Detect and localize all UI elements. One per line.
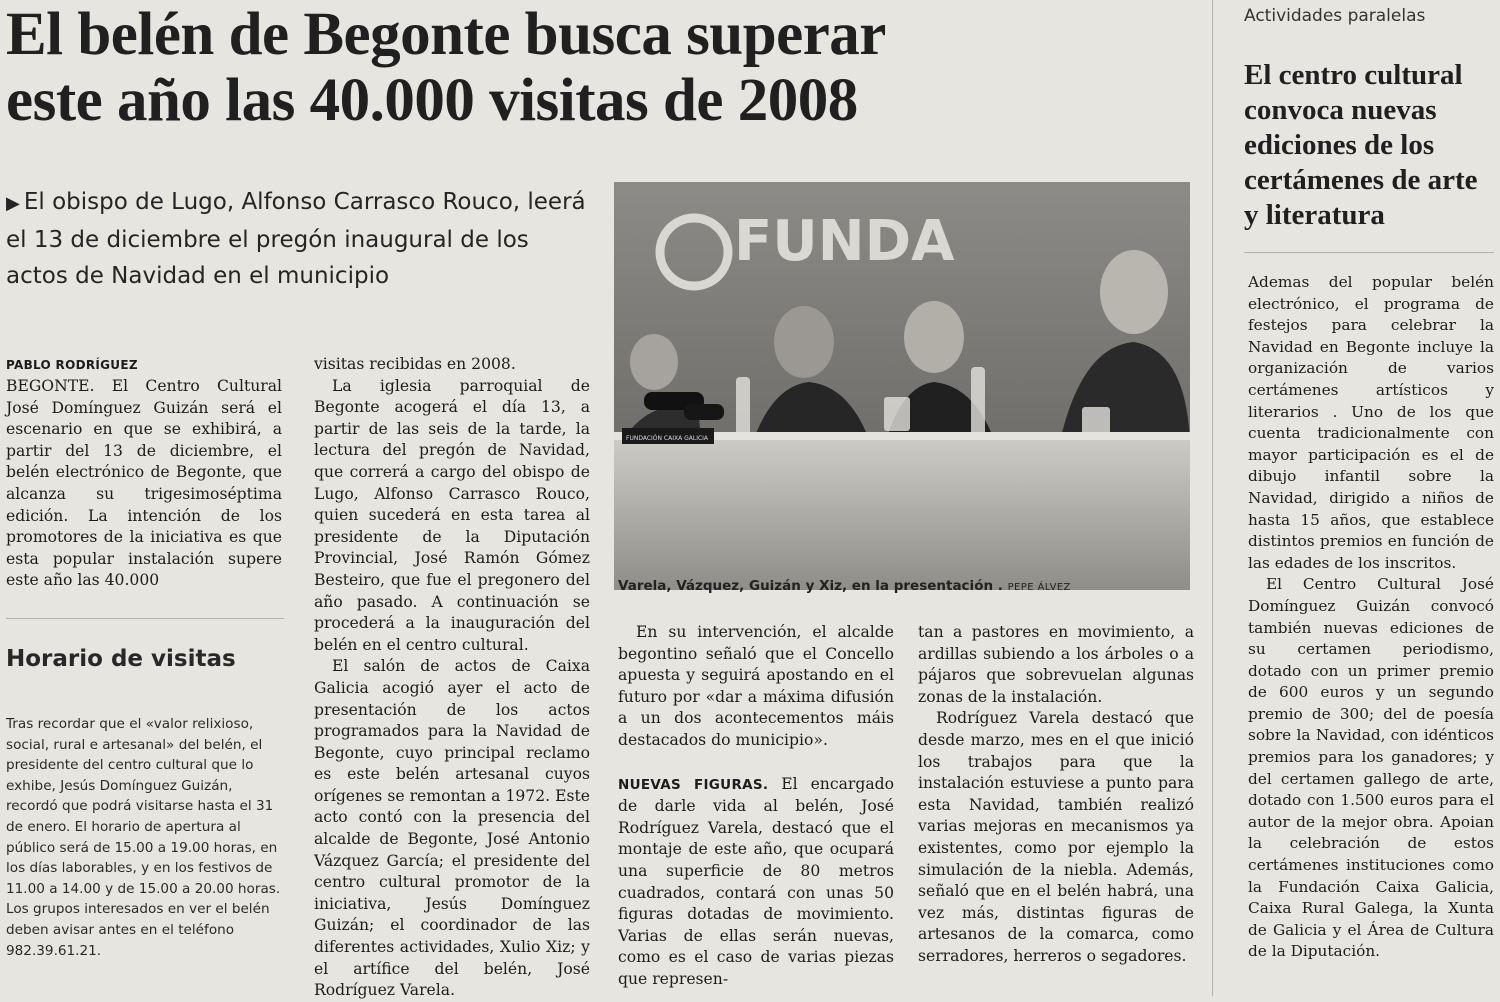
column-2-paragraph-3: El salón de actos de Caixa Galicia acogió ayer el acto de presentación de los actos programados para la Navidad de Begonte, cuyo principal reclamo es este belén artesanal cuyos orígenes se remontan a 1972. Este acto contó con la presencia del alcalde de Begonte, José Antonio Vázquez García; el presidente del centro cultural promotor de la iniciativa, Jesús Domínguez Guizán; el coordinador de las diferentes actividades, Xulio Xiz; y el artífice del belén, José Rodríguez Varela.	[314, 657, 590, 1000]
sidebar-body	[1248, 272, 1494, 963]
article-column-3	[618, 622, 894, 991]
sidebar-divider	[1212, 0, 1213, 996]
box-divider	[6, 618, 284, 619]
photo-credit: PEPE ÁLVEZ	[1007, 582, 1071, 593]
column-3-paragraph-2: El encargado de darle vida al belén, José Rodríguez Varela, destacó que el montaje de este año, que ocupará una superficie de 80 metros cuadrados, contará con unas 50 figuras dotadas de movimiento. Varias de ellas serán nuevas, como es el caso de varias piezas que represen-	[618, 774, 894, 988]
article-column-2	[314, 354, 590, 1002]
photo-caption	[618, 578, 1198, 594]
photo-illustration	[614, 182, 1190, 590]
column-2-paragraph-2: La iglesia parroquial de Begonte acogerá el día 13, a partir de las seis de la tarde, la lectura del pregón de Navidad, que correrá a cargo del obispo de Lugo, Alfonso Carrasco Rouco, quien sucederá en esta tarea al presidente de la Diputación Provincial, José Ramón Gómez Besteiro, que fue el pregonero del año pasado. A continuación se procederá a la inauguración del belén en el centro cultural.	[314, 376, 590, 654]
headline-line-1: El belén de Begonte busca superar	[6, 1, 886, 68]
dateline-city: BEGONTE.	[6, 377, 95, 395]
article-column-1	[6, 376, 282, 592]
subhead-nuevas-figuras: NUEVAS FIGURAS.	[618, 776, 769, 793]
lead-deck	[6, 184, 586, 294]
press-photo	[614, 182, 1190, 590]
column-3-paragraph-1: En su intervención, el alcalde begontino señaló que el Concello apuesta y seguirá apostando en el futuro por «dar a máxima difusión a un dos acontecementos máis destacados do municipio».	[618, 623, 894, 749]
headline	[6, 2, 1126, 134]
placard-text: FUNDACIÓN CAIXA GALICIA	[626, 435, 709, 442]
column-4-paragraph-2: Rodríguez Varela destacó que desde marzo, mes en el que inició los trabajos para que la instalación estuviese a punto para esta Navidad, también realizó varias mejoras en mecanismos ya existentes, como por ejemplo la simulación de la niebla. Además, señaló que en el belén habrá, una vez más, distintas figuras de artesanos de la comarca, como serradores, herreros o segadores.	[918, 709, 1194, 965]
column-1-text: El Centro Cultural José Domínguez Guizán será el escenario en que se exhibirá, a partir del 13 de diciembre, el belén electrónico de Begonte, que alcanza su trigesimoséptima edición. La intención de los promotores de la iniciativa es que esta popular instalación supere este año las 40.000	[6, 377, 282, 590]
sidebar-paragraph-2: El Centro Cultural José Domínguez Guizán convocó también nuevas ediciones de su certamen periodismo, dotado con un primer premio de 600 euros y un segundo premio de 300; del de poesía sobre la Navidad, con idénticos premios para los ganadores; y del certamen gallego de arte, dotado con 1.500 euros para el autor de la mejor obra. Apoian la celebración de estos certámenes instituciones como la Fundación Caixa Galicia, Caixa Rural Galega, la Xunta de Galicia y el Área de Cultura de la Diputación.	[1248, 575, 1494, 961]
sidebar-paragraph-1: Ademas del popular belén electrónico, el programa de festejos para celebrar la Navidad en Begonte incluye la organización de varios certámenes artísticos y literarios . Uno de los que cuenta tradicionalmente con mayor participación es el de dibujo infantil sobre la Navidad, dirigido a niños de hasta 15 años, que establece distintos premios en función de las edades de los inscritos.	[1248, 273, 1494, 572]
lead-text: El obispo de Lugo, Alfonso Carrasco Rouco, leerá el 13 de diciembre el pregón inaugural de los actos de Navidad en el municipio	[6, 189, 586, 289]
article-column-4	[918, 622, 1194, 968]
triangle-bullet-icon: ▶	[6, 193, 20, 214]
byline: PABLO RODRÍGUEZ	[6, 358, 138, 372]
sidebar-title-rule	[1244, 252, 1494, 253]
sidebar-kicker: Actividades paralelas	[1244, 6, 1426, 26]
caption-text: Varela, Vázquez, Guizán y Xiz, en la presentación .	[618, 578, 1003, 594]
box-text: Tras recordar que el «valor relixioso, social, rural e artesanal» del belén, el presidente del centro cultural que lo exhibe, Jesús Domínguez Guizán, recordó que podrá visitarse hasta el 31 de enero. El horario de apertura al público será de 15.00 a 19.00 horas, en los días laborables, y en los festivos de 11.00 a 14.00 y de 15.00 a 20.00 horas. Los grupos interesados en ver el belén deben avisar antes en el teléfono 982.39.61.21.	[6, 716, 281, 959]
sidebar-title: El centro cultural convoca nuevas ediciones de los certámenes de arte y literatura	[1244, 59, 1478, 231]
wall-sign-text: FUNDA	[734, 209, 955, 274]
presentation-table	[614, 434, 1190, 590]
box-title: Horario de visitas	[6, 646, 236, 672]
headline-line-2: este año las 40.000 visitas de 2008	[6, 67, 858, 134]
column-2-paragraph-1: visitas recibidas en 2008.	[314, 355, 516, 373]
column-4-paragraph-1: tan a pastores en movimiento, a ardillas subiendo a los árboles o a pájaros que sobrevuelan algunas zonas de la instalación.	[918, 623, 1194, 706]
